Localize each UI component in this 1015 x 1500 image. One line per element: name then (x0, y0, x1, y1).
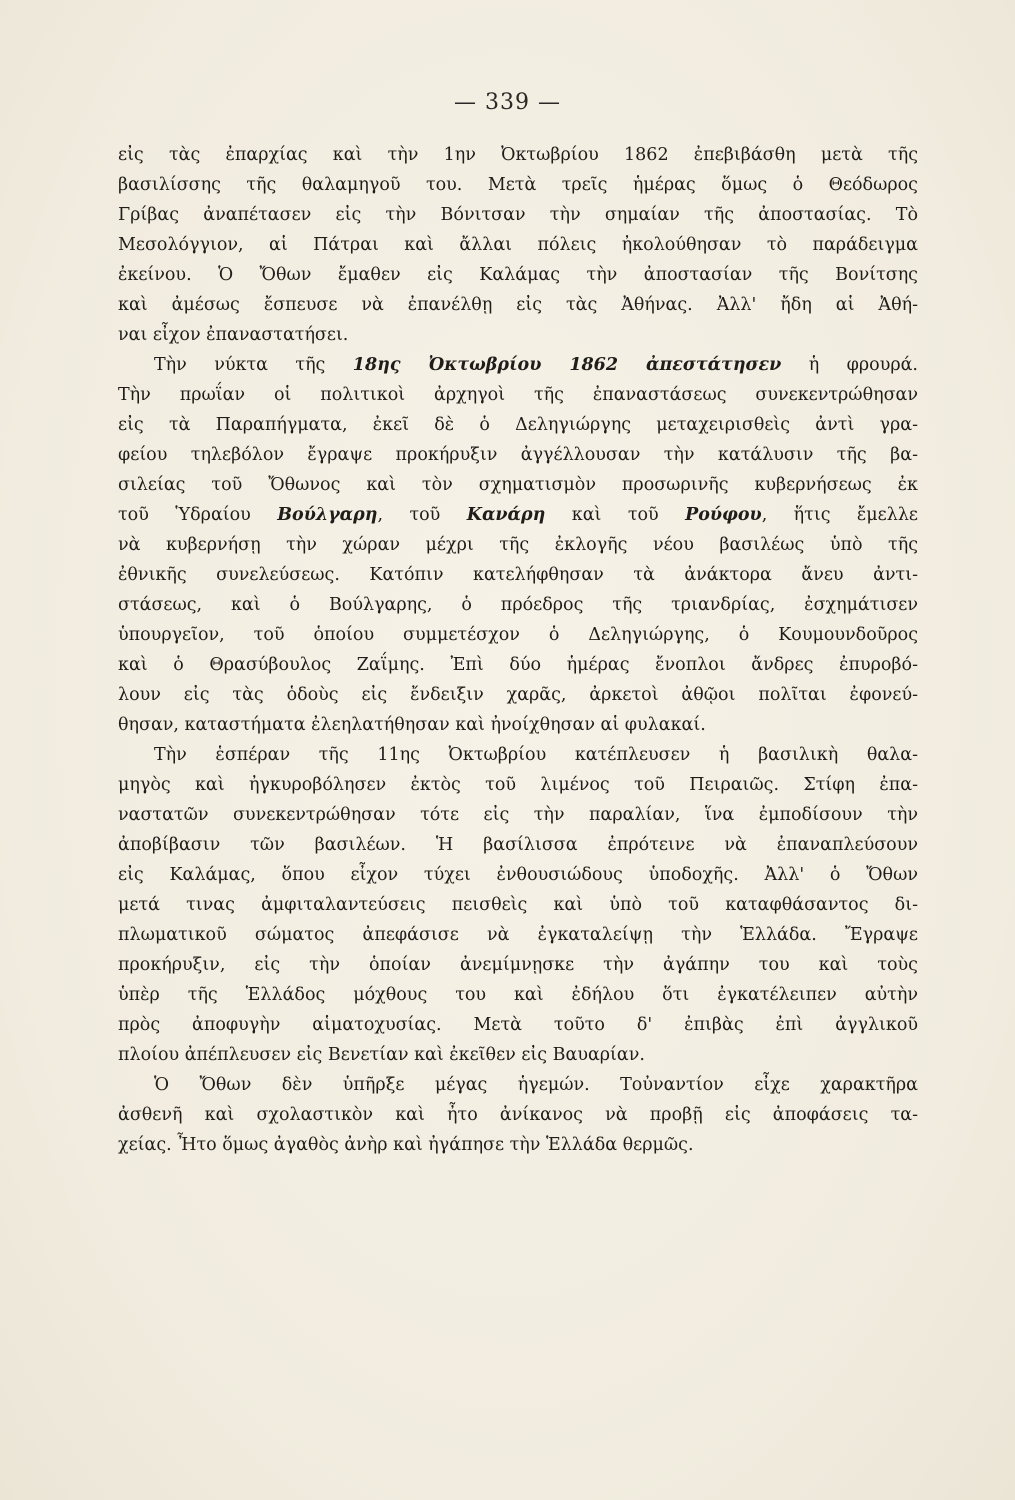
text-line (118, 290, 918, 320)
text-run: εἰς Καλάμας, ὅπου εἶχον τύχει ἐνθουσιώδους ὑποδοχῆς. Ἀλλ' ὁ Ὄθων (118, 865, 918, 885)
page-number: — 339 — (454, 90, 561, 115)
text-run: φείου τηλεβόλον ἔγραψε προκήρυξιν ἀγγέλλουσαν τὴν κατάλυσιν τῆς βα- (118, 445, 918, 465)
text-run: ὑπουργεῖον, τοῦ ὁποίου συμμετέσχον ὁ Δεληγιώργης, ὁ Κουμουνδοῦρος (118, 625, 918, 645)
text-run: ναστατῶν συνεκεντρώθησαν τότε εἰς τὴν παραλίαν, ἵνα ἐμποδίσουν τὴν (118, 805, 918, 825)
text-run: τοῦ Ὑδραίου (118, 505, 278, 525)
text-run: ἀποβίβασιν τῶν βασιλέων. Ἡ βασίλισσα ἐπρότεινε νὰ ἐπαναπλεύσουν (118, 835, 918, 855)
emphasized-text: 18ης Ὀκτωβρίου 1862 ἀπεστάτησεν (352, 355, 782, 375)
body-text (118, 140, 918, 1160)
text-run: Τὴν πρωΐαν οἱ πολιτικοὶ ἀρχηγοὶ τῆς ἐπαναστάσεως συνεκεντρώθησαν (118, 385, 918, 405)
text-run: , τοῦ (377, 505, 467, 525)
text-run: βασιλίσσης τῆς θαλαμηγοῦ του. Μετὰ τρεῖς ἡμέρας ὅμως ὁ Θεόδωρος (118, 175, 918, 195)
text-line (118, 860, 918, 890)
text-run: Γρίβας ἀναπέτασεν εἰς τὴν Βόνιτσαν τὴν σημαίαν τῆς ἀποστασίας. Τὸ (118, 205, 918, 225)
text-run: προκήρυξιν, εἰς τὴν ὁποίαν ἀνεμίμνῃσκε τὴν ἀγάπην του καὶ τοὺς (118, 955, 918, 975)
text-run: μηγὸς καὶ ἠγκυροβόλησεν ἐκτὸς τοῦ λιμένος τοῦ Πειραιῶς. Στίφη ἐπα- (118, 775, 918, 795)
text-line (118, 710, 918, 740)
emphasized-text: Βούλγαρη (277, 505, 378, 525)
text-line (118, 650, 918, 680)
text-run: ἐκείνου. Ὁ Ὄθων ἔμαθεν εἰς Καλάμας τὴν ἀποστασίαν τῆς Βονίτσης (118, 265, 918, 285)
text-run: Τὴν ἑσπέραν τῆς 11ης Ὀκτωβρίου κατέπλευσεν ἡ βασιλικὴ θαλα- (154, 745, 918, 765)
text-run: μετά τινας ἀμφιταλαντεύσεις πεισθεὶς καὶ ὑπὸ τοῦ καταφθάσαντος δι- (118, 895, 918, 915)
text-line (118, 230, 918, 260)
text-line (118, 770, 918, 800)
text-line (118, 1040, 918, 1070)
text-line (118, 920, 918, 950)
text-run: Μεσολόγγιον, αἱ Πάτραι καὶ ἄλλαι πόλεις ἠκολούθησαν τὸ παράδειγμα (118, 235, 918, 255)
text-run: χείας. Ἦτο ὅμως ἀγαθὸς ἀνὴρ καὶ ἠγάπησε τὴν Ἑλλάδα θερμῶς. (118, 1135, 694, 1155)
text-run: πρὸς ἀποφυγὴν αἱματοχυσίας. Μετὰ τοῦτο δ' ἐπιβὰς ἐπὶ ἀγγλικοῦ (118, 1015, 918, 1035)
text-line (118, 830, 918, 860)
text-line (118, 410, 918, 440)
text-line (118, 1010, 918, 1040)
text-line (118, 350, 918, 380)
text-line (118, 320, 918, 350)
text-line (118, 980, 918, 1010)
text-line (118, 500, 918, 530)
text-line (118, 1070, 918, 1100)
text-run: σιλείας τοῦ Ὄθωνος καὶ τὸν σχηματισμὸν προσωρινῆς κυβερνήσεως ἐκ (118, 475, 918, 495)
text-run: πλωματικοῦ σώματος ἀπεφάσισε νὰ ἐγκαταλείψῃ τὴν Ἑλλάδα. Ἔγραψε (118, 925, 918, 945)
text-run: εἰς τὰς ἐπαρχίας καὶ τὴν 1ην Ὀκτωβρίου 1862 ἐπεβιβάσθη μετὰ τῆς (118, 145, 918, 165)
text-line (118, 200, 918, 230)
text-line (118, 530, 918, 560)
text-run: θησαν, καταστήματα ἐλεηλατήθησαν καὶ ἠνοίχθησαν αἱ φυλακαί. (118, 715, 706, 735)
text-line (118, 440, 918, 470)
text-line (118, 260, 918, 290)
text-line (118, 590, 918, 620)
text-run: εἰς τὰ Παραπήγματα, ἐκεῖ δὲ ὁ Δεληγιώργης μεταχειρισθεὶς ἀντὶ γρα- (118, 415, 918, 435)
text-line (118, 950, 918, 980)
text-run: καὶ τοῦ (545, 505, 686, 525)
text-run: ὑπὲρ τῆς Ἑλλάδος μόχθους του καὶ ἐδήλου ὅτι ἐγκατέλειπεν αὐτὴν (118, 985, 918, 1005)
text-line (118, 740, 918, 770)
text-run: ναι εἶχον ἐπαναστατήσει. (118, 325, 349, 345)
text-run: στάσεως, καὶ ὁ Βούλγαρης, ὁ πρόεδρος τῆς τριανδρίας, ἐσχημάτισεν (118, 595, 918, 615)
text-run: ἡ φρουρά. (781, 355, 918, 375)
text-run: καὶ ἀμέσως ἔσπευσε νὰ ἐπανέλθῃ εἰς τὰς Ἀθήνας. Ἀλλ' ἤδη αἱ Ἀθή- (118, 295, 918, 315)
text-run: Ὁ Ὄθων δὲν ὑπῆρξε μέγας ἡγεμών. Τοὐναντίον εἶχε χαρακτῆρα (154, 1075, 918, 1095)
text-run: ἐθνικῆς συνελεύσεως. Κατόπιν κατελήφθησαν τὰ ἀνάκτορα ἄνευ ἀντι- (118, 565, 918, 585)
text-line (118, 890, 918, 920)
text-line (118, 620, 918, 650)
text-run: Τὴν νύκτα τῆς (154, 355, 353, 375)
emphasized-text: Ρούφου (685, 505, 762, 525)
text-line (118, 680, 918, 710)
text-line (118, 140, 918, 170)
text-run: καὶ ὁ Θρασύβουλος Ζαΐμης. Ἐπὶ δύο ἡμέρας ἔνοπλοι ἄνδρες ἐπυροβό- (118, 655, 918, 675)
text-line (118, 560, 918, 590)
text-run: νὰ κυβερνήσῃ τὴν χώραν μέχρι τῆς ἐκλογῆς νέου βασιλέως ὑπὸ τῆς (118, 535, 918, 555)
text-line (118, 170, 918, 200)
text-run: , ἥτις ἔμελλε (761, 505, 918, 525)
text-run: λουν εἰς τὰς ὁδοὺς εἰς ἔνδειξιν χαρᾶς, ἀρκετοὶ ἀθῷοι πολῖται ἐφονεύ- (118, 685, 918, 705)
text-line (118, 1130, 918, 1160)
text-line (118, 470, 918, 500)
text-run: ἀσθενῆ καὶ σχολαστικὸν καὶ ἦτο ἀνίκανος νὰ προβῇ εἰς ἀποφάσεις τα- (118, 1105, 918, 1125)
text-line (118, 380, 918, 410)
emphasized-text: Κανάρη (466, 505, 546, 525)
text-run: πλοίου ἀπέπλευσεν εἰς Βενετίαν καὶ ἐκεῖθεν εἰς Βαυαρίαν. (118, 1045, 645, 1065)
text-line (118, 1100, 918, 1130)
text-line (118, 800, 918, 830)
